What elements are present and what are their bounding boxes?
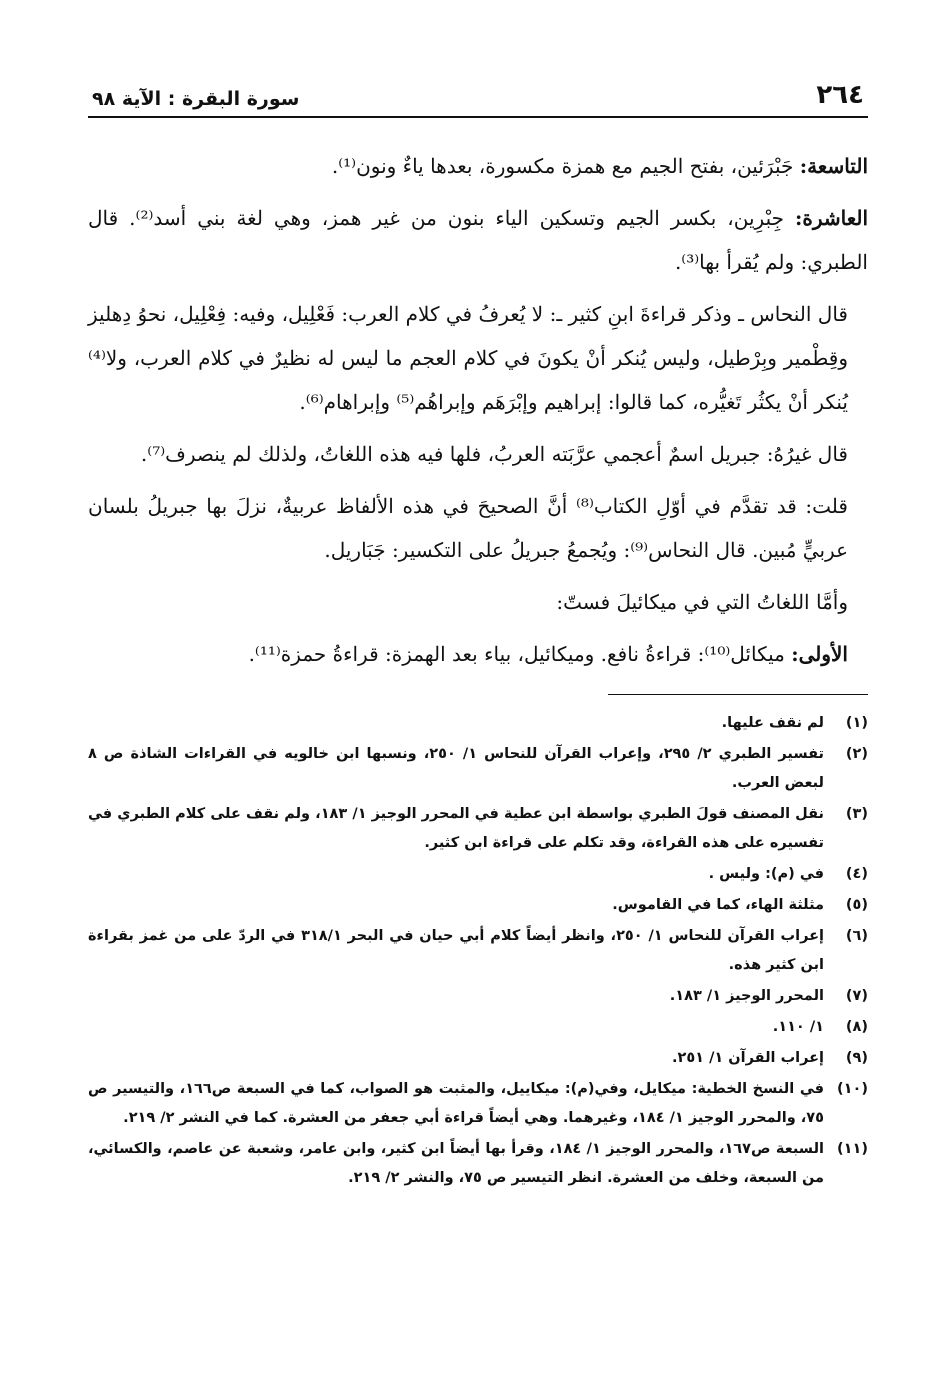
footnote-number: (٦) (845, 928, 868, 944)
footnote-number: (١١) (837, 1141, 868, 1157)
footnote-text: لم نقف عليها. (721, 715, 824, 731)
paragraph-text: ميكائل⁽¹⁰⁾: قراءةُ نافع. وميكائيل، بياء بعد الهمزة: قراءةُ حمزة⁽¹¹⁾. (248, 642, 792, 666)
paragraph-text: قال غيرُهُ: جبريل اسمٌ أعجمي عرَّبَته العربُ، فلها فيه هذه اللغاتُ، ولذلك لم ينصرف⁽⁷⁾. (140, 442, 848, 466)
footnote (88, 1075, 868, 1133)
footnote (88, 740, 868, 798)
paragraph-text: جَبْرَئين، بفتح الجيم مع همزة مكسورة، بعدها ياءٌ ونون⁽¹⁾. (331, 154, 800, 178)
footnote-number: (٨) (845, 1019, 868, 1035)
footnote (88, 1044, 868, 1073)
footnote (88, 800, 868, 858)
footnote-text: السبعة ص١٦٧، والمحرر الوجيز ١/ ١٨٤، وقرأ بها أيضاً ابن كثير، وابن عامر، وشعبة عن عاصم، والكسائي، من السبعة، وخلف من العشرة. انظر التيسير ص ٧٥، والنشر ٢/ ٢١٩. (88, 1141, 824, 1186)
footnote-divider (608, 694, 868, 695)
footnote-text: في النسخ الخطية: ميكايل، وفي(م): ميكاييل، والمثبت هو الصواب، كما في السبعة ص١٦٦، والتيسير ص ٧٥، والمحرر الوجيز ١/ ١٨٤، وغيرهما. وهي أيضاً قراءة أبي جعفر من العشرة. كما في النشر ٢/ ٢١٩. (88, 1081, 824, 1126)
running-head-title: سورة البقرة : الآية ٩٨ (92, 88, 300, 110)
footnote-text: إعراب القرآن ١/ ٢٥١. (671, 1050, 824, 1066)
footnote-number: (٤) (845, 866, 868, 882)
paragraph-first-variant (88, 632, 868, 676)
footnote-number: (٢) (845, 746, 868, 762)
footnote-number: (١٠) (837, 1081, 868, 1097)
footnote (88, 1013, 868, 1042)
paragraph-mikail-intro (88, 580, 868, 624)
paragraph-others (88, 432, 868, 476)
book-page (88, 78, 868, 1358)
footnote (88, 891, 868, 920)
paragraph-text: جِبْرِين، بكسر الجيم وتسكين الياء بنون من غير همز، وهي لغة بني أسد⁽²⁾. قال الطبري: ولم يُقرأ بها⁽³⁾. (88, 206, 868, 274)
footnote-text: إعراب القرآن للنحاس ١/ ٢٥٠، وانظر أيضاً كلام أبي حيان في البحر ٣١٨/١ في الردّ على من غمز بقراءة ابن كثير هذه. (88, 928, 824, 973)
footnote-number: (٥) (845, 897, 868, 913)
page-number: ٢٦٤ (816, 80, 864, 110)
footnote (88, 982, 868, 1011)
footnote (88, 1135, 868, 1193)
paragraph-label: التاسعة: (799, 154, 868, 178)
footnote-text: ١/ ١١٠. (772, 1019, 824, 1035)
footnote (88, 922, 868, 980)
footnote (88, 860, 868, 889)
footnote-text: المحرر الوجيز ١/ ١٨٣. (669, 988, 824, 1004)
footnotes (88, 709, 868, 1193)
main-text (88, 144, 868, 676)
paragraph-nahhas (88, 292, 868, 424)
footnote-number: (٩) (845, 1050, 868, 1066)
paragraph-text: قال النحاس ـ وذكر قراءةَ ابنِ كثير ـ: لا يُعرفُ في كلام العرب: فَعْلِيل، وفيه: فِعْلِيل، نحوُ دِهليز وقِطْمير وبِرْطيل، وليس يُنكر أنْ يكونَ في كلام العجم ما ليس له نظيرٌ في كلام العرب، ولا⁽⁴⁾ يُنكر أنْ يكثُر تَغيُّره، كما قالوا: إبراهيم وإبْرَهَم وإبراهُم⁽⁵⁾ وإبراهام⁽⁶⁾. (88, 302, 848, 414)
paragraph-text: قلت: قد تقدَّم في أوّلِ الكتاب⁽⁸⁾ أنَّ الصحيحَ في هذه الألفاظ عربيةٌ، نزلَ بها جبريلُ بلسان عربيٍّ مُبين. قال النحاس⁽⁹⁾: ويُجمعُ جبريلُ على التكسير: جَبَاريل. (88, 494, 848, 562)
footnote-number: (٣) (845, 806, 868, 822)
paragraph-tenth (88, 196, 868, 284)
paragraph-label: الأولى: (791, 642, 848, 666)
footnote-text: في (م): وليس . (708, 866, 824, 882)
footnote-text: مثلثة الهاء، كما في القاموس. (612, 897, 824, 913)
running-head (88, 78, 868, 118)
footnote-text: تفسير الطبري ٢/ ٢٩٥، وإعراب القرآن للنحاس ١/ ٢٥٠، ونسبها ابن خالويه في القراءات الشاذة ص ٨ لبعض العرب. (88, 746, 824, 791)
footnote-number: (٧) (845, 988, 868, 1004)
footnote (88, 709, 868, 738)
paragraph-author-comment (88, 484, 868, 572)
footnote-number: (١) (845, 715, 868, 731)
footnote-text: نقل المصنف قولَ الطبري بواسطة ابن عطية في المحرر الوجيز ١/ ١٨٣، ولم نقف على كلام الطبري في تفسيره على هذه القراءة، وقد تكلم على قراءة ابن كثير. (88, 806, 824, 851)
paragraph-text: وأمَّا اللغاتُ التي في ميكائيلَ فستّ: (556, 590, 848, 614)
paragraph-label: العاشرة: (794, 206, 868, 230)
paragraph-ninth (88, 144, 868, 188)
